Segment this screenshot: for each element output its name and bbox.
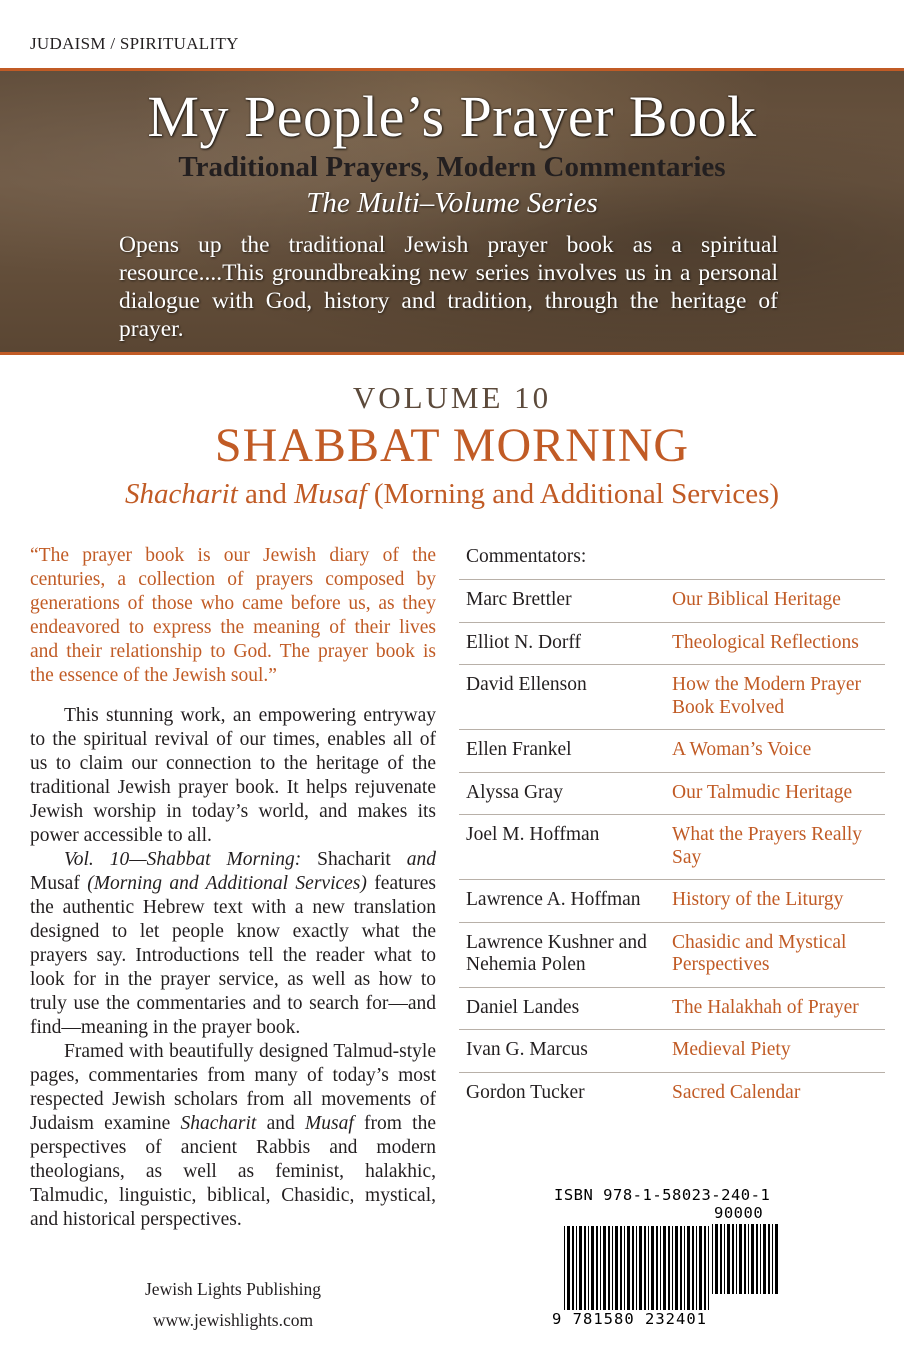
- barcode-bar: [727, 1224, 730, 1294]
- barcode-bar: [704, 1226, 706, 1310]
- barcode-bar: [692, 1226, 694, 1310]
- barcode-bar: [660, 1226, 661, 1310]
- commentator-row: [459, 987, 885, 1030]
- barcode-bar: [588, 1226, 589, 1310]
- barcode-bar: [668, 1226, 670, 1310]
- commentator-topic: Medieval Piety: [672, 1039, 791, 1060]
- barcode-bar: [620, 1226, 622, 1310]
- barcode-bar: [564, 1226, 565, 1310]
- barcode-bar: [748, 1224, 749, 1294]
- barcode-bar: [627, 1226, 630, 1310]
- barcode-bar: [636, 1226, 637, 1310]
- barcode-bar: [724, 1224, 725, 1294]
- barcode-bar: [596, 1226, 598, 1310]
- commentator-topic: Chasidic and Mystical Perspectives: [672, 931, 847, 975]
- commentator-name: Lawrence A. Hoffman: [466, 889, 641, 910]
- barcode-bar: [672, 1226, 673, 1310]
- barcode-bar: [632, 1226, 634, 1310]
- barcode-bar: [603, 1226, 606, 1310]
- p3-italic-1: Shacharit: [180, 1113, 257, 1134]
- barcode-bar: [760, 1224, 761, 1294]
- commentator-topic: How the Modern Prayer Book Evolved: [672, 674, 861, 718]
- commentator-row: [459, 622, 885, 665]
- description-paragraph-2: [30, 848, 436, 1040]
- p3-text-1: Framed with beautifully designed Talmud-style pages, commentaries from many of today’s most respected Jewish scholars from all movements of Judaism examine: [30, 1041, 436, 1134]
- volume-number: VOLUME 10: [352, 380, 552, 415]
- category-label: JUDAISM / SPIRITUALITY: [30, 34, 239, 53]
- description-body: [30, 704, 436, 1232]
- barcode-bar: [663, 1226, 666, 1310]
- price-code-text: 90000: [714, 1204, 764, 1222]
- commentator-name: Marc Brettler: [466, 589, 572, 610]
- commentator-topic: Our Biblical Heritage: [672, 589, 841, 610]
- commentator-name: Ellen Frankel: [466, 739, 572, 760]
- commentator-topic: Sacred Calendar: [672, 1081, 801, 1103]
- barcode-bar: [763, 1224, 766, 1294]
- p2-italic-3: (Morning and Additional Services): [87, 873, 367, 894]
- p2-italic-1: Vol. 10—Shabbat Morning:: [64, 849, 302, 870]
- barcode-bar: [591, 1226, 594, 1310]
- commentator-name: Alyssa Gray: [466, 781, 563, 803]
- commentators-label: Commentators:: [466, 546, 587, 567]
- barcode-bar: [675, 1226, 678, 1310]
- barcode-bar: [624, 1226, 625, 1310]
- commentator-row: [459, 1072, 885, 1115]
- pull-quote: “The prayer book is our Jewish diary of the centuries, a collection of prayers composed by generations of those who came before us, as they endeavored to express the meaning of their lives and their relationship to God. The prayer book is the essence of the Jewish soul.”: [30, 545, 436, 686]
- series-banner: [0, 68, 904, 355]
- isbn-text: ISBN 978-1-58023-240-1: [554, 1186, 771, 1204]
- barcode-bar: [768, 1224, 770, 1294]
- commentators-table: [459, 579, 885, 1114]
- commentator-topic: A Woman’s Voice: [672, 739, 812, 760]
- barcode-bar: [576, 1226, 577, 1310]
- commentator-row: [459, 922, 885, 987]
- commentator-row: [459, 664, 885, 729]
- barcode-bar: [732, 1224, 734, 1294]
- series-title: My People’s Prayer Book: [147, 84, 757, 149]
- barcode-bar: [612, 1226, 613, 1310]
- commentator-name: David Ellenson: [466, 674, 587, 695]
- barcode-bar: [600, 1226, 601, 1310]
- description-paragraph-1: This stunning work, an empowering entryway to the spiritual revival of our times, enables all of us to claim our connection to the heritage of the traditional Jewish prayer book. It helps rejuvenate Jewish worship in today’s world, and makes its power accessible to all.: [30, 705, 436, 846]
- commentator-name: Elliot N. Dorff: [466, 631, 582, 653]
- commentator-row: [459, 879, 885, 922]
- volume-title: SHABBAT MORNING: [214, 419, 690, 472]
- isbn-barcode: [552, 1186, 780, 1336]
- commentator-name: Daniel Landes: [466, 996, 580, 1018]
- commentator-topic: Our Talmudic Heritage: [672, 781, 853, 803]
- barcode-bar: [715, 1224, 718, 1294]
- commentator-row: [459, 729, 885, 772]
- barcode-bar: [720, 1224, 722, 1294]
- barcode-bar: [615, 1226, 618, 1310]
- barcode-bar: [644, 1226, 646, 1310]
- commentator-topic: Theological Reflections: [672, 631, 859, 653]
- price-code-bars: [712, 1224, 778, 1310]
- barcode-bar: [751, 1224, 754, 1294]
- barcode-bar: [572, 1226, 574, 1310]
- commentator-row: [459, 814, 885, 879]
- subtitle-and: and: [237, 478, 295, 510]
- barcode-bar: [696, 1226, 697, 1310]
- barcode-bar: [775, 1224, 778, 1294]
- p2-text-1: Shacharit: [301, 849, 407, 870]
- series-subtitle: Traditional Prayers, Modern Commentaries: [178, 151, 726, 183]
- p2-text-3: features the authentic Hebrew text with a new translation designed to let people know exactly what the prayers say. Introductions tell the reader what to look for in the prayer service, as well as how to truly use the commentaries and to search for—and find—meaning in the prayer book.: [30, 873, 437, 1038]
- publisher-website: www.jewishlights.com: [152, 1310, 314, 1330]
- barcode-bar: [584, 1226, 586, 1310]
- barcode-bar: [579, 1226, 582, 1310]
- barcode-bar: [739, 1224, 742, 1294]
- commentator-topic: The Halakhah of Prayer: [672, 996, 859, 1018]
- commentator-topic: History of the Liturgy: [672, 889, 844, 910]
- commentator-row: [459, 579, 885, 622]
- barcode-bar: [744, 1224, 746, 1294]
- barcode-bar: [772, 1224, 773, 1294]
- barcode-bar: [736, 1224, 737, 1294]
- barcode-digits: 9 781580 232401: [552, 1310, 707, 1328]
- barcode-bar: [680, 1226, 682, 1310]
- commentator-name: Gordon Tucker: [466, 1081, 585, 1103]
- commentator-name: Joel M. Hoffman: [466, 824, 600, 845]
- barcode-bar: [567, 1226, 570, 1310]
- p2-text-2: Musaf: [30, 873, 88, 894]
- commentator-name: Lawrence Kushner and Nehemia Polen: [466, 931, 647, 975]
- commentator-topic: What the Prayers Really Say: [672, 824, 863, 868]
- barcode-bar: [756, 1224, 758, 1294]
- p2-italic-2: and: [406, 849, 436, 870]
- barcode-bar: [699, 1226, 702, 1310]
- barcode-bar: [639, 1226, 642, 1310]
- series-blurb: Opens up the traditional Jewish prayer book as a spiritual resource....This groundbreaking new series involves us in a personal dialogue with God, history and tradition, through the heritage of prayer.: [119, 232, 778, 342]
- subtitle-musaf: Musaf: [294, 478, 367, 510]
- p3-text-2: and: [256, 1113, 305, 1134]
- series-tagline: The Multi–Volume Series: [306, 187, 598, 219]
- subtitle-shacharit: Shacharit: [124, 478, 238, 510]
- barcode-bars: [564, 1226, 712, 1312]
- barcode-bar: [684, 1226, 685, 1310]
- subtitle-rest: (Morning and Additional Services): [366, 478, 780, 510]
- barcode-bar: [687, 1226, 690, 1310]
- barcode-bar: [656, 1226, 658, 1310]
- barcode-bar: [708, 1226, 709, 1310]
- commentator-row: [459, 772, 885, 815]
- description-paragraph-3: [30, 1040, 436, 1232]
- p3-italic-2: Musaf: [305, 1113, 354, 1134]
- p3-text-3: from the perspectives of ancient Rabbis and modern theologians, as well as feminist, halakhic, Talmudic, linguistic, biblical, Chasidic, mystical, and historical perspectives.: [30, 1113, 436, 1230]
- barcode-bar: [608, 1226, 610, 1310]
- volume-subtitle: [0, 478, 904, 511]
- barcode-bar: [648, 1226, 649, 1310]
- publisher-name: Jewish Lights Publishing: [145, 1279, 321, 1299]
- commentator-name: Ivan G. Marcus: [466, 1039, 588, 1060]
- commentator-row: [459, 1029, 885, 1072]
- barcode-bar: [651, 1226, 654, 1310]
- barcode-bar: [712, 1224, 713, 1294]
